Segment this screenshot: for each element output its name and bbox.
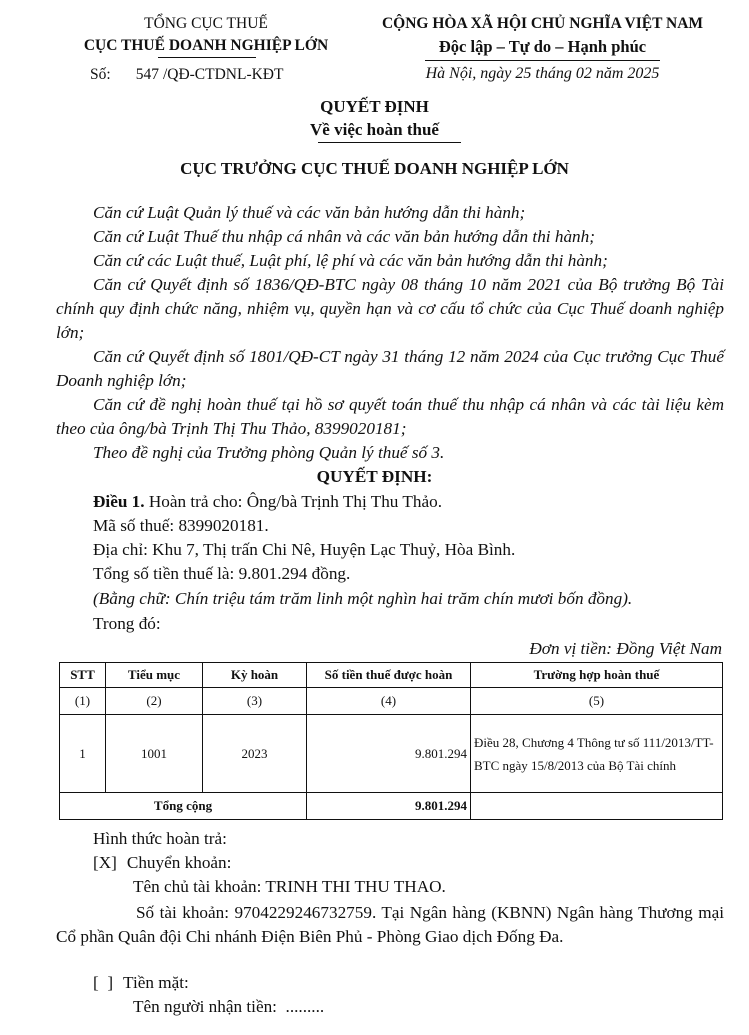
header-ky-hoan: Kỳ hoàn [203, 663, 307, 688]
cash-checkbox: [ ] [93, 973, 114, 992]
amount-in-words: (Bằng chữ: Chín triệu tám trăm linh một nghìn hai trăm chín mươi bốn đồng). [93, 589, 633, 608]
payment-method-label: Hình thức hoàn trả: [93, 829, 227, 848]
basis-5: Căn cứ Quyết định số 1801/QĐ-CT ngày 31 tháng 12 năm 2024 của Cục trưởng Cục Thuế Doanh nghiệp lớn; [56, 347, 724, 390]
transfer-checkbox: [X] [93, 853, 117, 872]
total-refund: Tổng số tiền thuế là: 9.801.294 đồng. [93, 564, 351, 583]
agency-underline [158, 57, 256, 58]
within-label: Trong đó: [93, 614, 161, 633]
number-suffix: /QĐ-CTDNL-KĐT [162, 66, 284, 83]
table-row [60, 715, 723, 793]
account-details: Số tài khoản: 9704229246732759. Tại Ngân hàng (KBNN) Ngân hàng Thương mại Cổ phần Quân đội Chi nhánh Điện Biên Phủ - Phòng Giao dịch Đống Đa. [56, 903, 724, 946]
table-total-row [60, 793, 723, 820]
row-stt: 1 [60, 715, 106, 793]
row-case: Điều 28, Chương 4 Thông tư số 111/2013/TT-BTC ngày 15/8/2013 của Bộ Tài chính [471, 715, 723, 793]
basis-2: Căn cứ Luật Thuế thu nhập cá nhân và các văn bản hướng dẫn thi hành; [93, 227, 595, 246]
header-stt: STT [60, 663, 106, 688]
total-value: 9.801.294 [307, 793, 471, 820]
header-amount: Số tiền thuế được hoàn [307, 663, 471, 688]
issuing-authority: CỤC TRƯỞNG CỤC THUẾ DOANH NGHIỆP LỚN [180, 159, 569, 178]
transfer-label: Chuyển khoản: [126, 853, 232, 872]
cash-option [93, 973, 189, 993]
document-subject: Về việc hoàn thuế [310, 120, 439, 139]
number-value: 547 [135, 66, 159, 83]
index-cell: (2) [106, 688, 203, 715]
refund-table [59, 662, 723, 820]
decision-number [90, 66, 283, 84]
cash-label: Tiền mặt: [123, 973, 189, 992]
basis-6: Căn cứ đề nghị hoàn thuế tại hồ sơ quyết toán thuế thu nhập cá nhân và các tài liệu kèm theo của ông/bà Trịnh Thị Thu Thảo, 8399020181; [56, 395, 724, 438]
index-cell: (5) [471, 688, 723, 715]
row-tieu-muc: 1001 [106, 715, 203, 793]
index-cell: (3) [203, 688, 307, 715]
cash-receiver: Tên người nhận tiền: ......... [133, 997, 325, 1016]
index-cell: (4) [307, 688, 471, 715]
currency-unit: Đơn vị tiền: Đồng Việt Nam [529, 639, 722, 658]
place-date: Hà Nội, ngày 25 tháng 02 năm 2025 [425, 65, 660, 82]
table-header-row [60, 663, 723, 688]
basis-7: Theo đề nghị của Trưởng phòng Quản lý thuế số 3. [93, 443, 445, 462]
document-title: QUYẾT ĐỊNH [320, 97, 429, 116]
basis-3: Căn cứ các Luật thuế, Luật phí, lệ phí và các văn bản hướng dẫn thi hành; [93, 251, 608, 270]
total-label: Tổng cộng [60, 793, 307, 820]
total-empty [471, 793, 723, 820]
agency-name: CỤC THUẾ DOANH NGHIỆP LỚN [83, 37, 329, 54]
table-index-row [60, 688, 723, 715]
index-cell: (1) [60, 688, 106, 715]
transfer-option [93, 853, 231, 873]
address: Địa chỉ: Khu 7, Thị trấn Chi Nê, Huyện Lạc Thuỷ, Hòa Bình. [93, 540, 516, 559]
basis-4: Căn cứ Quyết định số 1836/QĐ-BTC ngày 08 tháng 10 năm 2021 của Bộ trưởng Bộ Tài chính quy định chức năng, nhiệm vụ, quyền hạn và cơ cấu tổ chức của Cục Thuế doanh nghiệp lớn; [56, 275, 724, 342]
article-1 [93, 492, 442, 512]
motto: Độc lập – Tự do – Hạnh phúc [438, 37, 647, 56]
row-ky-hoan: 2023 [203, 715, 307, 793]
row-amount: 9.801.294 [307, 715, 471, 793]
decision-heading: QUYẾT ĐỊNH: [316, 467, 433, 486]
refund-recipient: Hoàn trả cho: Ông/bà Trịnh Thị Thu Thảo. [148, 492, 442, 511]
motto-underline [425, 60, 660, 61]
basis-1: Căn cứ Luật Quản lý thuế và các văn bản hướng dẫn thi hành; [93, 203, 526, 222]
header-tieu-muc: Tiểu mục [106, 663, 203, 688]
number-label: Số: [90, 66, 111, 83]
account-holder: Tên chủ tài khoản: TRINH THI THU THAO. [133, 877, 446, 896]
agency-parent: TỔNG CỤC THUẾ [144, 15, 268, 32]
nation-title: CỘNG HÒA XÃ HỘI CHỦ NGHĨA VIỆT NAM [381, 15, 704, 32]
subject-underline [318, 142, 461, 143]
article-label: Điều 1. [93, 492, 145, 511]
header-case: Trường hợp hoàn thuế [471, 663, 723, 688]
tax-code: Mã số thuế: 8399020181. [93, 516, 269, 535]
